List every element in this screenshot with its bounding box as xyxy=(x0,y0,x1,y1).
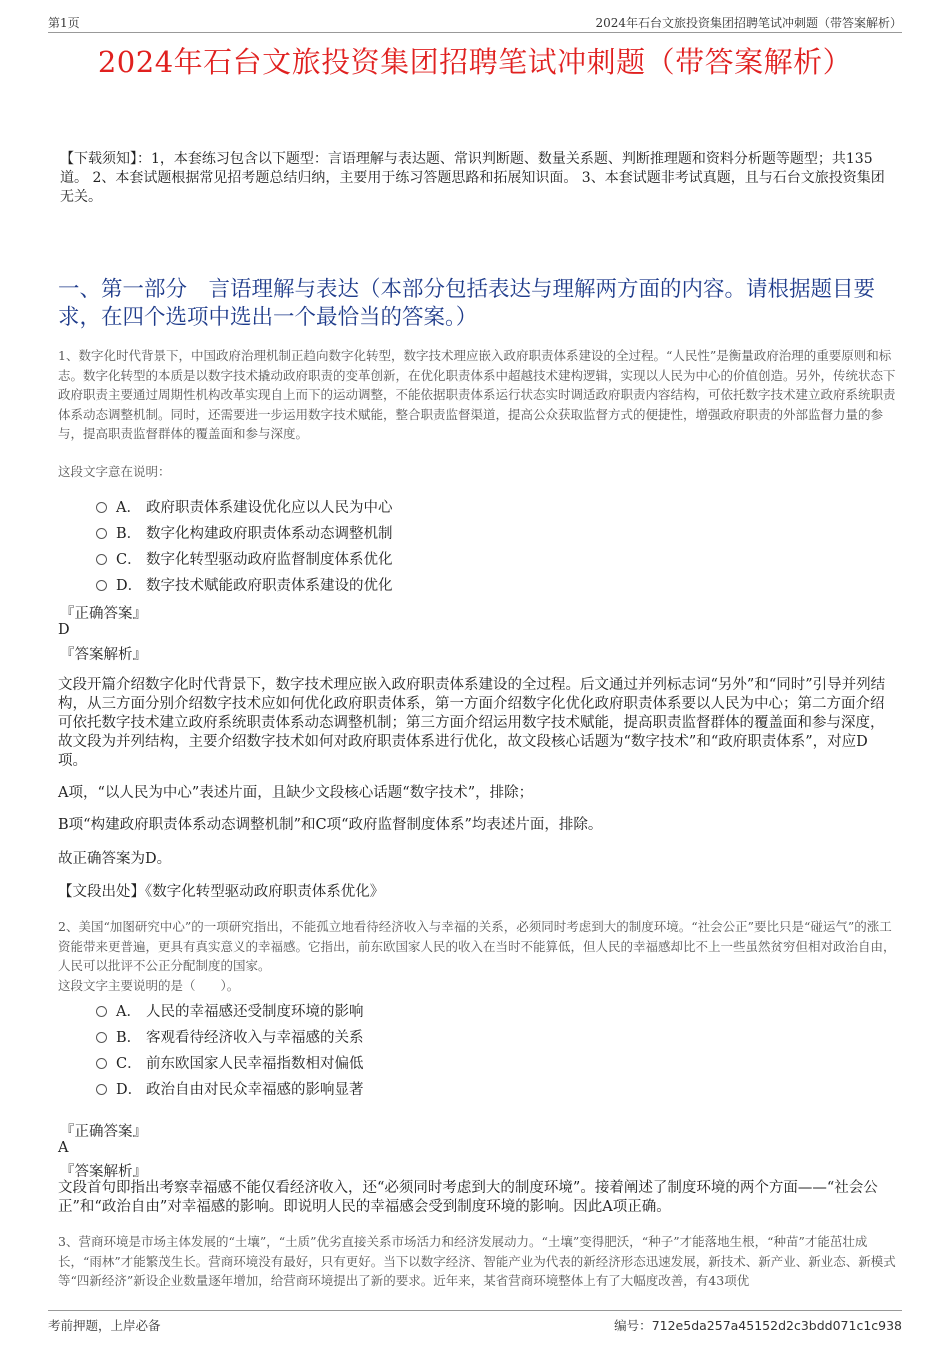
q1-analysis-p2: A项，“以人民为中心”表述片面，且缺少文段核心话题“数字技术”，排除； xyxy=(58,785,534,801)
q2-analysis: 文段首句即指出考察幸福感不能仅看经济收入，还“必须同时考虑到大的制度环境”。接着阐述了制度环境的两个方面——“社会公正”和“政治自由”对幸福感的影响。即说明人民的幸福感会受到制度环境的影响。因此A项正确。 xyxy=(58,1180,878,1215)
radio-icon[interactable] xyxy=(96,580,107,591)
q1-prompt: 这段文字意在说明： xyxy=(58,464,171,479)
radio-icon[interactable] xyxy=(96,1006,107,1017)
q1-source: 【文段出处】《数字化转型驱动政府职责体系优化》 xyxy=(58,884,385,900)
q1-option-a[interactable]: A． 政府职责体系建设优化应以人民为中心 xyxy=(96,496,393,516)
header-doc-title: 2024年石台文旅投资集团招聘笔试冲刺题（带答案解析） xyxy=(595,16,902,30)
q2-prompt: 这段文字主要说明的是（ ）。 xyxy=(58,978,240,993)
q1-option-c[interactable]: C． 数字化转型驱动政府监督制度体系优化 xyxy=(96,548,393,568)
q1-analysis-p4: 故正确答案为D。 xyxy=(58,851,172,867)
q2-option-d[interactable]: D． 政治自由对民众幸福感的影响显著 xyxy=(96,1078,364,1098)
q1-stem: 1、数字化时代背景下，中国政府治理机制正趋向数字化转型，数字技术理应嵌入政府职责体系建设的全过程。“人民性”是衡量政府治理的重要原则和标志。数字化转型的本质是以数字技术撬动政府职责的变革创新，在优化职责体系中超越技术建构逻辑，实现以人民为中心的价值创造。另外，传统状态下政府职责主要通过周期性机构改革实现自上而下的运动调整，不能依据职责体系运行状态实时调适政府职责内容结构，可依托数字技术建立政府系统职责体系动态调整机制。同时，还需要进一步运用数字技术赋能，整合职责监督渠道，提高公众获取监督方式的便捷性，增强政府职责的外部监督力量的参与，提高职责监督群体的覆盖面和参与深度。 xyxy=(58,348,896,441)
q2-stem: 2、美国“加图研究中心”的一项研究指出，不能孤立地看待经济收入与幸福的关系，必须同时考虑到大的制度环境。“社会公正”要比只是“碰运气”的涨工资能带来更普遍，更具有真实意义的幸福感。它指出，前东欧国家人民的收入在当时不能算低，但人民的幸福感却比不上一些虽然贫穷但相对政治自由，人民可以批评不公正分配制度的国家。 xyxy=(58,919,896,973)
section-title: 一、第一部分 言语理解与表达（本部分包括表达与理解两方面的内容。请根据题目要求，在四个选项中选出一个最恰当的答案。） xyxy=(58,277,876,330)
q2-option-b[interactable]: B． 客观看待经济收入与幸福感的关系 xyxy=(96,1026,364,1046)
q1-answer: D xyxy=(58,622,70,638)
q1-analysis-label: 『答案解析』 xyxy=(60,647,147,663)
download-notice: 【下载须知】：1，本套练习包含以下题型：言语理解与表达题、常识判断题、数量关系题、判断推理题和资料分析题等题型；共135道。 2、本套试题根据常见招考题总结归纳，主要用于练习答题思路和拓展知识面。 3、本套试题非考试真题，且与石台文旅投资集团无关。 xyxy=(60,151,885,205)
radio-icon[interactable] xyxy=(96,528,107,539)
radio-icon[interactable] xyxy=(96,1084,107,1095)
page-number: 第1页 xyxy=(48,16,80,30)
q2-answer: A xyxy=(58,1140,69,1156)
q1-analysis-p3: B项“构建政府职责体系动态调整机制”和C项“政府监督制度体系”均表述片面，排除。 xyxy=(58,817,603,833)
q1-option-d[interactable]: D． 数字技术赋能政府职责体系建设的优化 xyxy=(96,574,393,594)
radio-icon[interactable] xyxy=(96,502,107,513)
page-header xyxy=(48,12,902,33)
footer-slogan: 考前押题，上岸必备 xyxy=(48,1318,161,1333)
footer-code: 编号：712e5da257a45152d2c3bdd071c1c938 xyxy=(614,1318,902,1333)
page-footer xyxy=(48,1310,902,1341)
document-title: 2024年石台文旅投资集团招聘笔试冲刺题（带答案解析） xyxy=(97,45,853,79)
q2-option-c[interactable]: C． 前东欧国家人民幸福指数相对偏低 xyxy=(96,1052,364,1072)
q1-option-b[interactable]: B． 数字化构建政府职责体系动态调整机制 xyxy=(96,522,393,542)
q1-analysis-p1: 文段开篇介绍数字化时代背景下，数字技术理应嵌入政府职责体系建设的全过程。后文通过并列标志词“另外”和“同时”引导并列结构，从三方面分别介绍数字技术应如何优化政府职责体系，第一方面介绍数字化优化政府职责体系要以人民为中心；第二方面介绍可依托数字技术建立政府系统职责体系动态调整机制；第三方面介绍运用数字技术赋能，提高职责监督群体的覆盖面和参与深度，故文段为并列结构，主要介绍数字技术如何对政府职责体系进行优化，故文段核心话题为“数字技术”和“政府职责体系”，对应D项。 xyxy=(58,677,886,769)
q2-analysis-label: 『答案解析』 xyxy=(60,1164,147,1180)
q3-stem: 3、营商环境是市场主体发展的“土壤”，“土质”优劣直接关系市场活力和经济发展动力。“土壤”变得肥沃，“种子”才能落地生根，“种苗”才能茁壮成长，“雨林”才能繁茂生长。营商环境没有最好，只有更好。当下以数字经济、智能产业为代表的新经济形态迅速发展，新技术、新产业、新业态、新模式等“四新经济”新设企业数量逐年增加，给营商环境提出了新的要求。近年来，某省营商环境整体上有了大幅度改善，有43项优 xyxy=(58,1234,896,1288)
radio-icon[interactable] xyxy=(96,1032,107,1043)
radio-icon[interactable] xyxy=(96,1058,107,1069)
q1-answer-label: 『正确答案』 xyxy=(60,606,147,622)
q2-answer-label: 『正确答案』 xyxy=(60,1124,147,1140)
q2-option-a[interactable]: A． 人民的幸福感还受制度环境的影响 xyxy=(96,1000,364,1020)
radio-icon[interactable] xyxy=(96,554,107,565)
